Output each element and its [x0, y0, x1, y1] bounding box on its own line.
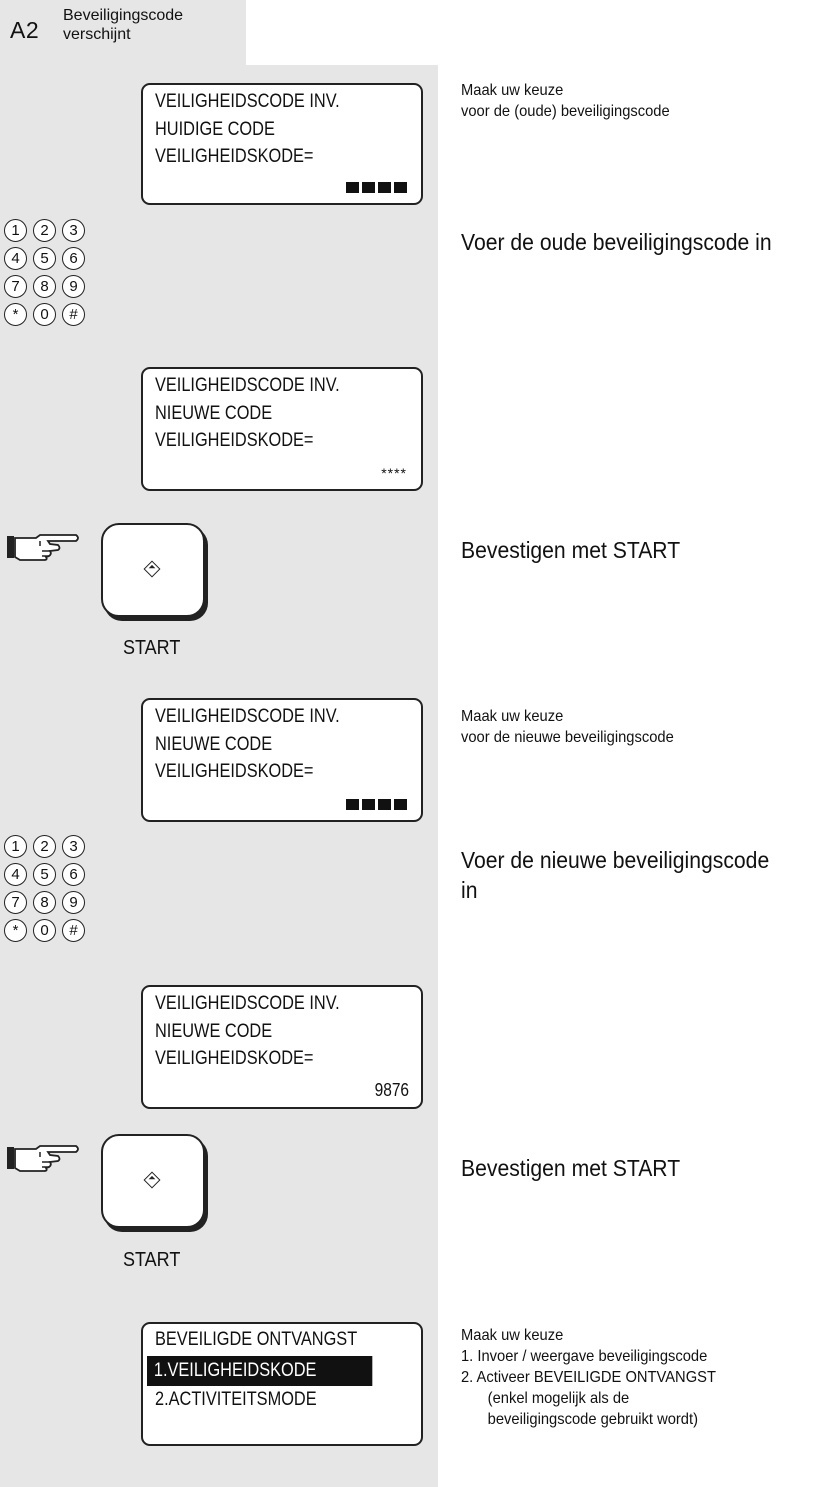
- pointing-hand-icon: [6, 1143, 80, 1173]
- lcd-line: 2.ACTIVITEITSMODE: [155, 1389, 317, 1410]
- lcd-line: VEILIGHEIDSKODE=: [155, 1048, 314, 1069]
- instruction-line: 2. Activeer BEVEILIGDE ONTVANGST: [461, 1369, 716, 1386]
- lcd-line: NIEUWE CODE: [155, 403, 273, 424]
- lcd-selected-line: 1.VEILIGHEIDSKODE: [147, 1356, 372, 1386]
- pointing-hand-icon: [6, 532, 80, 562]
- keypad-key-2[interactable]: 2: [33, 835, 56, 858]
- instruction-choose-new: [461, 706, 783, 748]
- keypad-key-hash[interactable]: #: [62, 919, 85, 942]
- keypad-key-9[interactable]: 9: [62, 891, 85, 914]
- keypad-key-9[interactable]: 9: [62, 275, 85, 298]
- instruction-line: Maak uw keuze: [461, 708, 564, 725]
- lcd-display-current-code: [141, 83, 423, 205]
- section-code: A2: [10, 17, 40, 43]
- lcd-display-entered-code: [141, 985, 423, 1109]
- instruction-confirm-start: Bevestigen met START: [461, 537, 681, 563]
- keypad-key-5[interactable]: 5: [33, 863, 56, 886]
- section-title: Beveiligingscode verschijnt: [63, 7, 184, 43]
- start-diamond-icon: [144, 1172, 161, 1189]
- lcd-line: VEILIGHEIDSCODE INV.: [155, 91, 340, 112]
- instruction-line: beveiligingscode gebruikt wordt): [487, 1411, 698, 1428]
- instruction-line: voor de nieuwe beveiligingscode: [461, 729, 674, 746]
- lcd-line: VEILIGHEIDSCODE INV.: [155, 375, 340, 396]
- keypad-key-2[interactable]: 2: [33, 219, 56, 242]
- keypad-key-1[interactable]: 1: [4, 835, 27, 858]
- keypad-key-7[interactable]: 7: [4, 891, 27, 914]
- start-diamond-icon: [144, 561, 161, 578]
- keypad-key-6[interactable]: 6: [62, 247, 85, 270]
- keypad-key-4[interactable]: 4: [4, 863, 27, 886]
- instruction-line: voor de (oude) beveiligingscode: [461, 103, 670, 120]
- instruction-confirm-start: Bevestigen met START: [461, 1155, 681, 1181]
- instruction-enter-old: Voer de oude beveiligingscode in: [461, 229, 772, 255]
- keypad-key-4[interactable]: 4: [4, 247, 27, 270]
- lcd-line: VEILIGHEIDSKODE=: [155, 761, 314, 782]
- instruction-menu: [461, 1325, 783, 1430]
- keypad-key-star[interactable]: *: [4, 919, 27, 942]
- keypad-key-1[interactable]: 1: [4, 219, 27, 242]
- start-label: START: [123, 1249, 181, 1271]
- instruction-enter-new: Voer de nieuwe beveiligingscode in: [461, 847, 770, 903]
- section-header: [0, 0, 246, 65]
- start-button[interactable]: [101, 523, 205, 617]
- lcd-line: VEILIGHEIDSCODE INV.: [155, 993, 340, 1014]
- masked-code-value: ****: [381, 465, 407, 481]
- start-label: START: [123, 637, 181, 659]
- instruction-line: 1. Invoer / weergave beveiligingscode: [461, 1348, 708, 1365]
- keypad-key-hash[interactable]: #: [62, 303, 85, 326]
- keypad-key-5[interactable]: 5: [33, 247, 56, 270]
- lcd-display-masked-code: [141, 367, 423, 491]
- lcd-line: BEVEILIGDE ONTVANGST: [155, 1329, 358, 1350]
- start-button[interactable]: [101, 1134, 205, 1228]
- lcd-line: NIEUWE CODE: [155, 734, 273, 755]
- keypad-key-star[interactable]: *: [4, 303, 27, 326]
- instruction-choose-old: [461, 80, 783, 122]
- lcd-line: VEILIGHEIDSCODE INV.: [155, 706, 340, 727]
- code-placeholder-blocks: [346, 799, 407, 810]
- keypad-key-8[interactable]: 8: [33, 275, 56, 298]
- keypad-key-7[interactable]: 7: [4, 275, 27, 298]
- lcd-display-new-code: [141, 698, 423, 822]
- keypad-key-0[interactable]: 0: [33, 303, 56, 326]
- instruction-line: Maak uw keuze: [461, 1327, 564, 1344]
- keypad-key-0[interactable]: 0: [33, 919, 56, 942]
- keypad-key-6[interactable]: 6: [62, 863, 85, 886]
- keypad-key-8[interactable]: 8: [33, 891, 56, 914]
- keypad-key-3[interactable]: 3: [62, 219, 85, 242]
- lcd-line: VEILIGHEIDSKODE=: [155, 146, 314, 167]
- keypad-key-3[interactable]: 3: [62, 835, 85, 858]
- lcd-line: HUIDIGE CODE: [155, 119, 275, 140]
- lcd-line: NIEUWE CODE: [155, 1021, 273, 1042]
- code-placeholder-blocks: [346, 182, 407, 193]
- lcd-display-menu: [141, 1322, 423, 1446]
- lcd-line: VEILIGHEIDSKODE=: [155, 430, 314, 451]
- entered-code-value: 9876: [374, 1080, 409, 1100]
- instruction-line: Maak uw keuze: [461, 82, 564, 99]
- instruction-line: (enkel mogelijk als de: [487, 1390, 630, 1407]
